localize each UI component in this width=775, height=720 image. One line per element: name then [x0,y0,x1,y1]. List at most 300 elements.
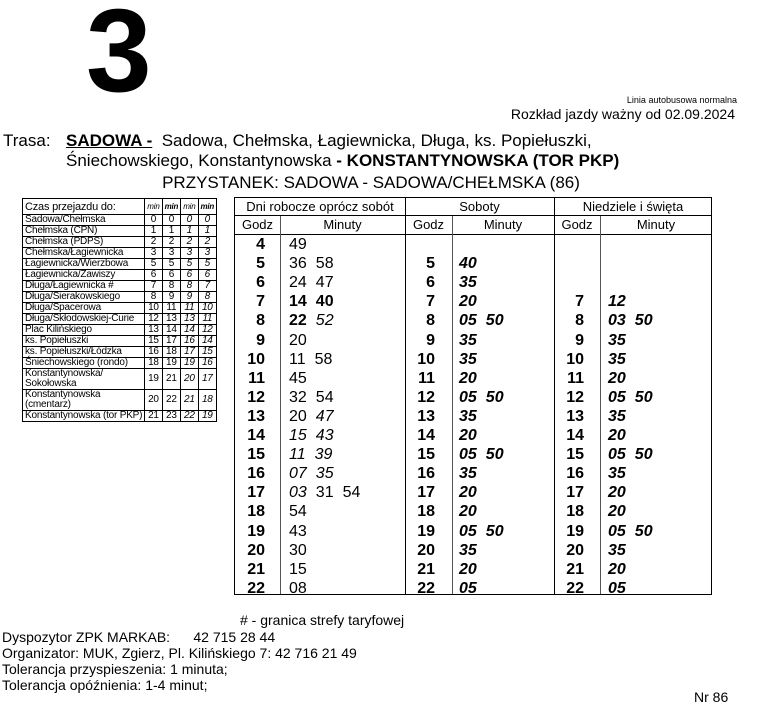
organizer-contact: Organizator: MUK, Zgierz, Pl. Kilińskiego 7: 42 716 21 49 [2,645,357,661]
departure-minute: 35 [608,465,626,483]
departure-minute: 05 [459,312,477,330]
departure-row [554,465,712,485]
travel-time-value: 6 [198,270,217,281]
departure-minutes [459,484,486,502]
departure-minute: 52 [315,312,334,330]
travel-time-value: 22 [162,390,181,411]
travel-time-value: 1 [145,226,162,237]
travel-time-row [23,248,217,259]
travel-time-value: 18 [162,347,181,358]
departure-row [554,561,712,581]
travel-time-value: 22 [181,411,198,422]
departure-minutes [608,332,635,350]
travel-time-value: 5 [181,259,198,270]
departure-minute: 35 [608,541,626,559]
travel-time-row [23,237,217,248]
departure-hour: 13 [566,407,584,425]
departure-minutes [289,561,316,579]
departure-row [235,484,405,504]
travel-time-row [23,292,217,303]
min-column-header: min [198,199,217,215]
departure-row [554,446,712,466]
departure-minute: 20 [459,427,477,444]
departure-minute: 50 [485,312,504,330]
travel-time-row [23,336,217,347]
departure-row [235,465,405,485]
departure-minutes [459,408,486,426]
departure-row [405,427,554,447]
departure-row [405,561,554,581]
travel-time-value: 8 [198,292,217,303]
departure-hour: 12 [247,388,265,406]
departure-minutes [459,255,486,273]
departure-row [554,503,712,523]
departure-hour: 22 [417,579,435,597]
departure-minute: 05 [608,446,626,464]
departure-row [235,255,405,275]
travel-time-row [23,226,217,237]
travel-time-value: 2 [162,237,181,248]
travel-time-value: 11 [181,303,198,314]
weekdays-title: Dni robocze oprócz sobót [246,199,394,214]
travel-time-value: 21 [145,411,162,422]
departure-minute: 49 [289,236,307,253]
departure-minutes [459,389,513,407]
travel-time-value: 6 [145,270,162,281]
departure-minute: 20 [459,369,477,387]
stop-name: Chełmska/Łagiewnicka [23,248,145,259]
departure-row [235,427,405,447]
departure-minute: 50 [634,388,653,406]
departure-hour: 15 [566,446,584,464]
departure-minutes [608,408,635,426]
travel-time-value: 17 [162,336,181,347]
travel-time-value: 15 [198,347,217,358]
travel-times-table [22,198,217,422]
travel-time-value: 19 [181,358,198,369]
departure-hour: 16 [566,465,584,483]
departure-minute: 05 [608,579,626,597]
travel-time-value: 16 [181,336,198,347]
stop-name: ks. Popiełuszki [23,336,145,347]
departure-hour: 4 [256,236,265,253]
travel-time-value: 19 [198,411,217,422]
departure-minutes [459,332,486,350]
departure-minute: 54 [315,388,334,406]
departure-minutes [289,389,343,407]
departure-minute: 30 [289,541,307,559]
departure-hour: 16 [247,465,265,483]
departure-minutes [459,503,486,521]
hour-column-header: Godz [241,217,274,232]
departure-minutes [459,561,486,579]
departure-minutes [608,312,662,330]
travel-time-row [23,411,217,422]
departure-hour: 22 [566,579,584,597]
departure-minute: 15 [289,560,307,578]
travel-time-value: 8 [181,281,198,292]
departure-minute: 35 [459,350,477,368]
departure-hour: 11 [567,369,584,387]
stop-name: Długa/Sierakowskiego [23,292,145,303]
departure-row [554,523,712,543]
departure-minutes [459,427,486,445]
departure-minutes [459,523,513,541]
departure-minute: 35 [459,274,477,292]
travel-time-value: 11 [198,314,217,325]
departure-minute: 20 [608,369,626,387]
departure-minutes [608,580,635,598]
departure-row [554,389,712,409]
departure-minute: 35 [459,407,477,425]
min-column-header: min [162,199,181,215]
line-number: 3 [86,0,152,117]
departure-minute: 58 [315,255,334,273]
departure-minute: 20 [608,427,626,444]
departure-minutes [289,255,343,273]
departure-minute: 50 [634,446,653,464]
departure-hour: 20 [566,541,584,559]
departure-row [554,332,712,352]
departure-minute: 05 [459,388,477,406]
departure-minute: 20 [608,484,626,502]
departure-minute: 35 [459,465,477,483]
departure-minute: 40 [315,293,334,311]
departure-minute: 11 [289,446,306,464]
travel-time-value: 7 [145,281,162,292]
departure-minutes [459,465,486,483]
departure-minute: 50 [485,388,504,406]
departure-minutes [459,580,486,598]
travel-time-value: 17 [181,347,198,358]
departure-minutes [289,293,343,311]
travel-time-value: 6 [162,270,181,281]
travel-time-value: 11 [162,303,181,314]
travel-time-value: 5 [162,259,181,270]
travel-time-row [23,358,217,369]
departure-minutes [608,542,635,560]
departure-minute: 20 [459,484,477,502]
route-start: SADOWA - [66,131,153,150]
departure-minute: 58 [314,350,333,368]
departure-row [405,370,554,390]
stop-name: Konstantynowska (cmentarz) [23,390,145,411]
travel-time-row [23,270,217,281]
route-label: Trasa: [3,131,51,150]
route-via-line2: Śniechowskiego, Konstantynowska [66,151,332,170]
travel-time-value: 10 [145,303,162,314]
departure-minutes [608,370,635,388]
departure-minute: 40 [459,255,477,273]
departure-row [235,523,405,543]
departure-hour: 21 [566,560,584,578]
travel-time-value: 6 [181,270,198,281]
departure-minutes [459,542,486,560]
travel-time-row [23,325,217,336]
departure-hour: 15 [247,446,265,464]
departure-hour: 14 [566,427,584,444]
travel-time-value: 9 [162,292,181,303]
departure-minute: 03 [289,484,307,502]
departure-minute: 22 [289,312,307,330]
travel-time-value: 1 [181,226,198,237]
travel-time-row [23,215,217,226]
departure-row [554,408,712,428]
departure-minute: 20 [459,503,477,521]
departure-row [405,484,554,504]
departure-minute: 20 [459,293,477,311]
departure-minute: 12 [608,293,626,311]
stop-name: Łagiewnicka/Zawiszy [23,270,145,281]
departure-minute: 20 [608,503,626,521]
departure-row [554,312,712,332]
departure-minute: 35 [608,331,626,349]
travel-time-value: 16 [145,347,162,358]
departure-minute: 54 [289,503,307,521]
departure-minutes [608,503,635,521]
departure-minutes [289,465,343,483]
travel-time-row [23,303,217,314]
travel-time-value: 0 [198,215,217,226]
departure-hour: 17 [566,484,584,502]
departure-minutes [289,446,341,464]
departure-row [405,312,554,332]
departure-minute: 35 [608,407,626,425]
sundays-title: Niedziele i święta [582,199,684,214]
travel-time-value: 9 [181,292,198,303]
travel-time-value: 3 [162,248,181,259]
departure-hour: 8 [575,312,584,330]
travel-time-value: 14 [162,325,181,336]
departure-minutes [289,503,316,521]
route-via-line1: Sadowa, Chełmska, Łagiewnicka, Długa, ks. Popiełuszki, [161,131,592,150]
travel-time-value: 20 [145,390,162,411]
departure-row [554,293,712,313]
departure-row [235,236,405,256]
hour-column-header: Godz [561,217,593,232]
departure-minute: 15 [289,427,307,444]
departure-minute: 43 [315,427,334,444]
route-end: - KONSTANTYNOWSKA (TOR PKP) [336,151,620,170]
departure-minute: 05 [459,579,477,597]
minutes-column-header: Minuty [323,217,362,232]
departure-hour: 10 [417,350,435,368]
tolerance-early: Tolerancja przyspieszenia: 1 minuta; [2,661,228,677]
departure-hour: 19 [566,522,584,540]
departure-minutes [459,351,486,369]
departure-row [554,484,712,504]
travel-time-value: 16 [198,358,217,369]
departure-row [405,580,554,600]
departure-minute: 35 [459,331,477,349]
travel-time-value: 2 [198,237,217,248]
stop-name: Długa/Skłodowskiej-Curie [23,314,145,325]
departure-row [405,274,554,294]
departure-hour: 7 [575,293,584,311]
departure-minute: 20 [289,331,307,349]
departure-hour: 8 [426,312,435,330]
stop-name: Długa/Łagiewnicka # [23,281,145,292]
departure-minutes [459,293,486,311]
departure-minutes [608,427,635,445]
departure-minute: 03 [608,312,626,330]
travel-time-row [23,390,217,411]
travel-time-value: 13 [181,314,198,325]
departure-minutes [459,312,513,330]
page-number: Nr 86 [694,689,729,705]
weekdays-section [235,198,405,597]
departure-hour: 13 [417,407,435,425]
travel-time-value: 3 [181,248,198,259]
stop-name: Plac Kilińskiego [23,325,145,336]
departure-minute: 35 [608,350,626,368]
travel-time-value: 10 [198,303,217,314]
departure-hour: 19 [247,522,265,540]
departure-row [554,542,712,562]
departure-row [554,427,712,447]
departure-minutes [289,523,316,541]
departure-row [235,408,405,428]
travel-time-value: 3 [145,248,162,259]
departure-minutes [289,312,343,330]
departure-row [554,351,712,371]
travel-time-value: 19 [145,369,162,390]
departure-minutes [289,351,341,369]
departure-minute: 45 [289,369,307,387]
departure-row [235,542,405,562]
departure-row [405,503,554,523]
travel-time-value: 18 [198,390,217,411]
departure-row [405,465,554,485]
departure-minutes [459,446,513,464]
departure-minute: 14 [289,293,307,311]
travel-time-value: 17 [198,369,217,390]
stop-name: Śniechowskiego (rondo) [23,358,145,369]
departure-row [235,293,405,313]
departure-minute: 20 [459,560,477,578]
departure-minutes [608,389,662,407]
travel-time-value: 15 [145,336,162,347]
departure-minute: 05 [608,388,626,406]
departure-row [405,351,554,371]
travel-time-value: 8 [162,281,181,292]
departure-row [405,389,554,409]
departure-hour: 12 [417,388,435,406]
departure-hour: 22 [247,579,265,597]
departure-hour: 7 [426,293,435,311]
departure-hour: 9 [256,331,265,349]
departure-minute: 50 [485,522,504,540]
departure-minute: 43 [289,522,307,540]
travel-time-value: 1 [198,226,217,237]
travel-time-row [23,369,217,390]
departure-hour: 15 [417,446,435,464]
departure-row [405,408,554,428]
departure-schedule [234,197,712,595]
departure-hour: 11 [418,369,435,387]
travel-time-value: 5 [145,259,162,270]
departure-hour: 11 [248,369,265,387]
departure-minute: 20 [289,407,307,425]
departure-minute: 32 [289,388,307,406]
departure-row [405,255,554,275]
departure-minutes [289,370,316,388]
departure-row [235,580,405,600]
departure-hour: 6 [426,274,435,292]
departure-minute: 08 [289,579,307,597]
departure-minutes [289,580,316,598]
departure-row [235,561,405,581]
stop-name: Długa/Spacerowa [23,303,145,314]
travel-time-value: 0 [162,215,181,226]
departure-row [235,351,405,371]
departure-row [235,332,405,352]
saturdays-section [405,198,554,597]
stop-name: Konstantynowska (tor PKP) [23,411,145,422]
dispatcher-contact: Dyspozytor ZPK MARKAB: 42 715 28 44 [2,629,276,645]
travel-time-value: 12 [145,314,162,325]
departure-minute: 35 [315,465,334,483]
departure-hour: 18 [247,503,265,521]
travel-time-row [23,314,217,325]
departure-hour: 10 [566,350,584,368]
departure-row [405,293,554,313]
departure-hour: 18 [417,503,435,521]
travel-time-row [23,259,217,270]
departure-minute: 24 [289,274,307,292]
stop-name: Łagiewnicka/Wierzbowa [23,259,145,270]
travel-times-header: Czas przejazdu do: [23,199,145,215]
departure-minute: 20 [608,560,626,578]
departure-hour: 9 [575,331,584,349]
departure-hour: 19 [417,522,435,540]
departure-row [554,580,712,600]
stop-name: Konstantynowska/ Sokołowska [23,369,145,390]
departure-hour: 21 [247,560,265,578]
departure-row [405,523,554,543]
departure-minutes [289,274,343,292]
stop-heading: PRZYSTANEK: SADOWA - SADOWA/CHEŁMSKA (86) [162,173,580,192]
min-column-header: min [145,199,162,215]
departure-minutes [608,484,635,502]
stop-name: ks. Popiełuszki/Łódzka [23,347,145,358]
departure-row [235,389,405,409]
travel-time-value: 14 [181,325,198,336]
departure-minute: 05 [459,522,477,540]
travel-time-value: 2 [181,237,198,248]
travel-time-value: 13 [145,325,162,336]
travel-time-row [23,347,217,358]
departure-minute: 54 [342,484,361,502]
departure-minutes [608,293,635,311]
departure-minute: 47 [315,407,334,425]
minutes-column-header: Minuty [636,217,676,232]
departure-row [554,370,712,390]
travel-time-value: 21 [162,369,181,390]
travel-time-value: 3 [198,248,217,259]
departure-row [235,503,405,523]
departure-minute: 05 [459,446,477,464]
minutes-column-header: Minuty [483,217,523,232]
departure-row [235,274,405,294]
travel-time-value: 5 [198,259,217,270]
departure-minute: 11 [289,350,306,368]
departure-hour: 10 [247,350,265,368]
travel-time-value: 0 [145,215,162,226]
min-column-header: min [181,199,198,215]
departure-minutes [289,427,343,445]
travel-time-value: 18 [145,358,162,369]
